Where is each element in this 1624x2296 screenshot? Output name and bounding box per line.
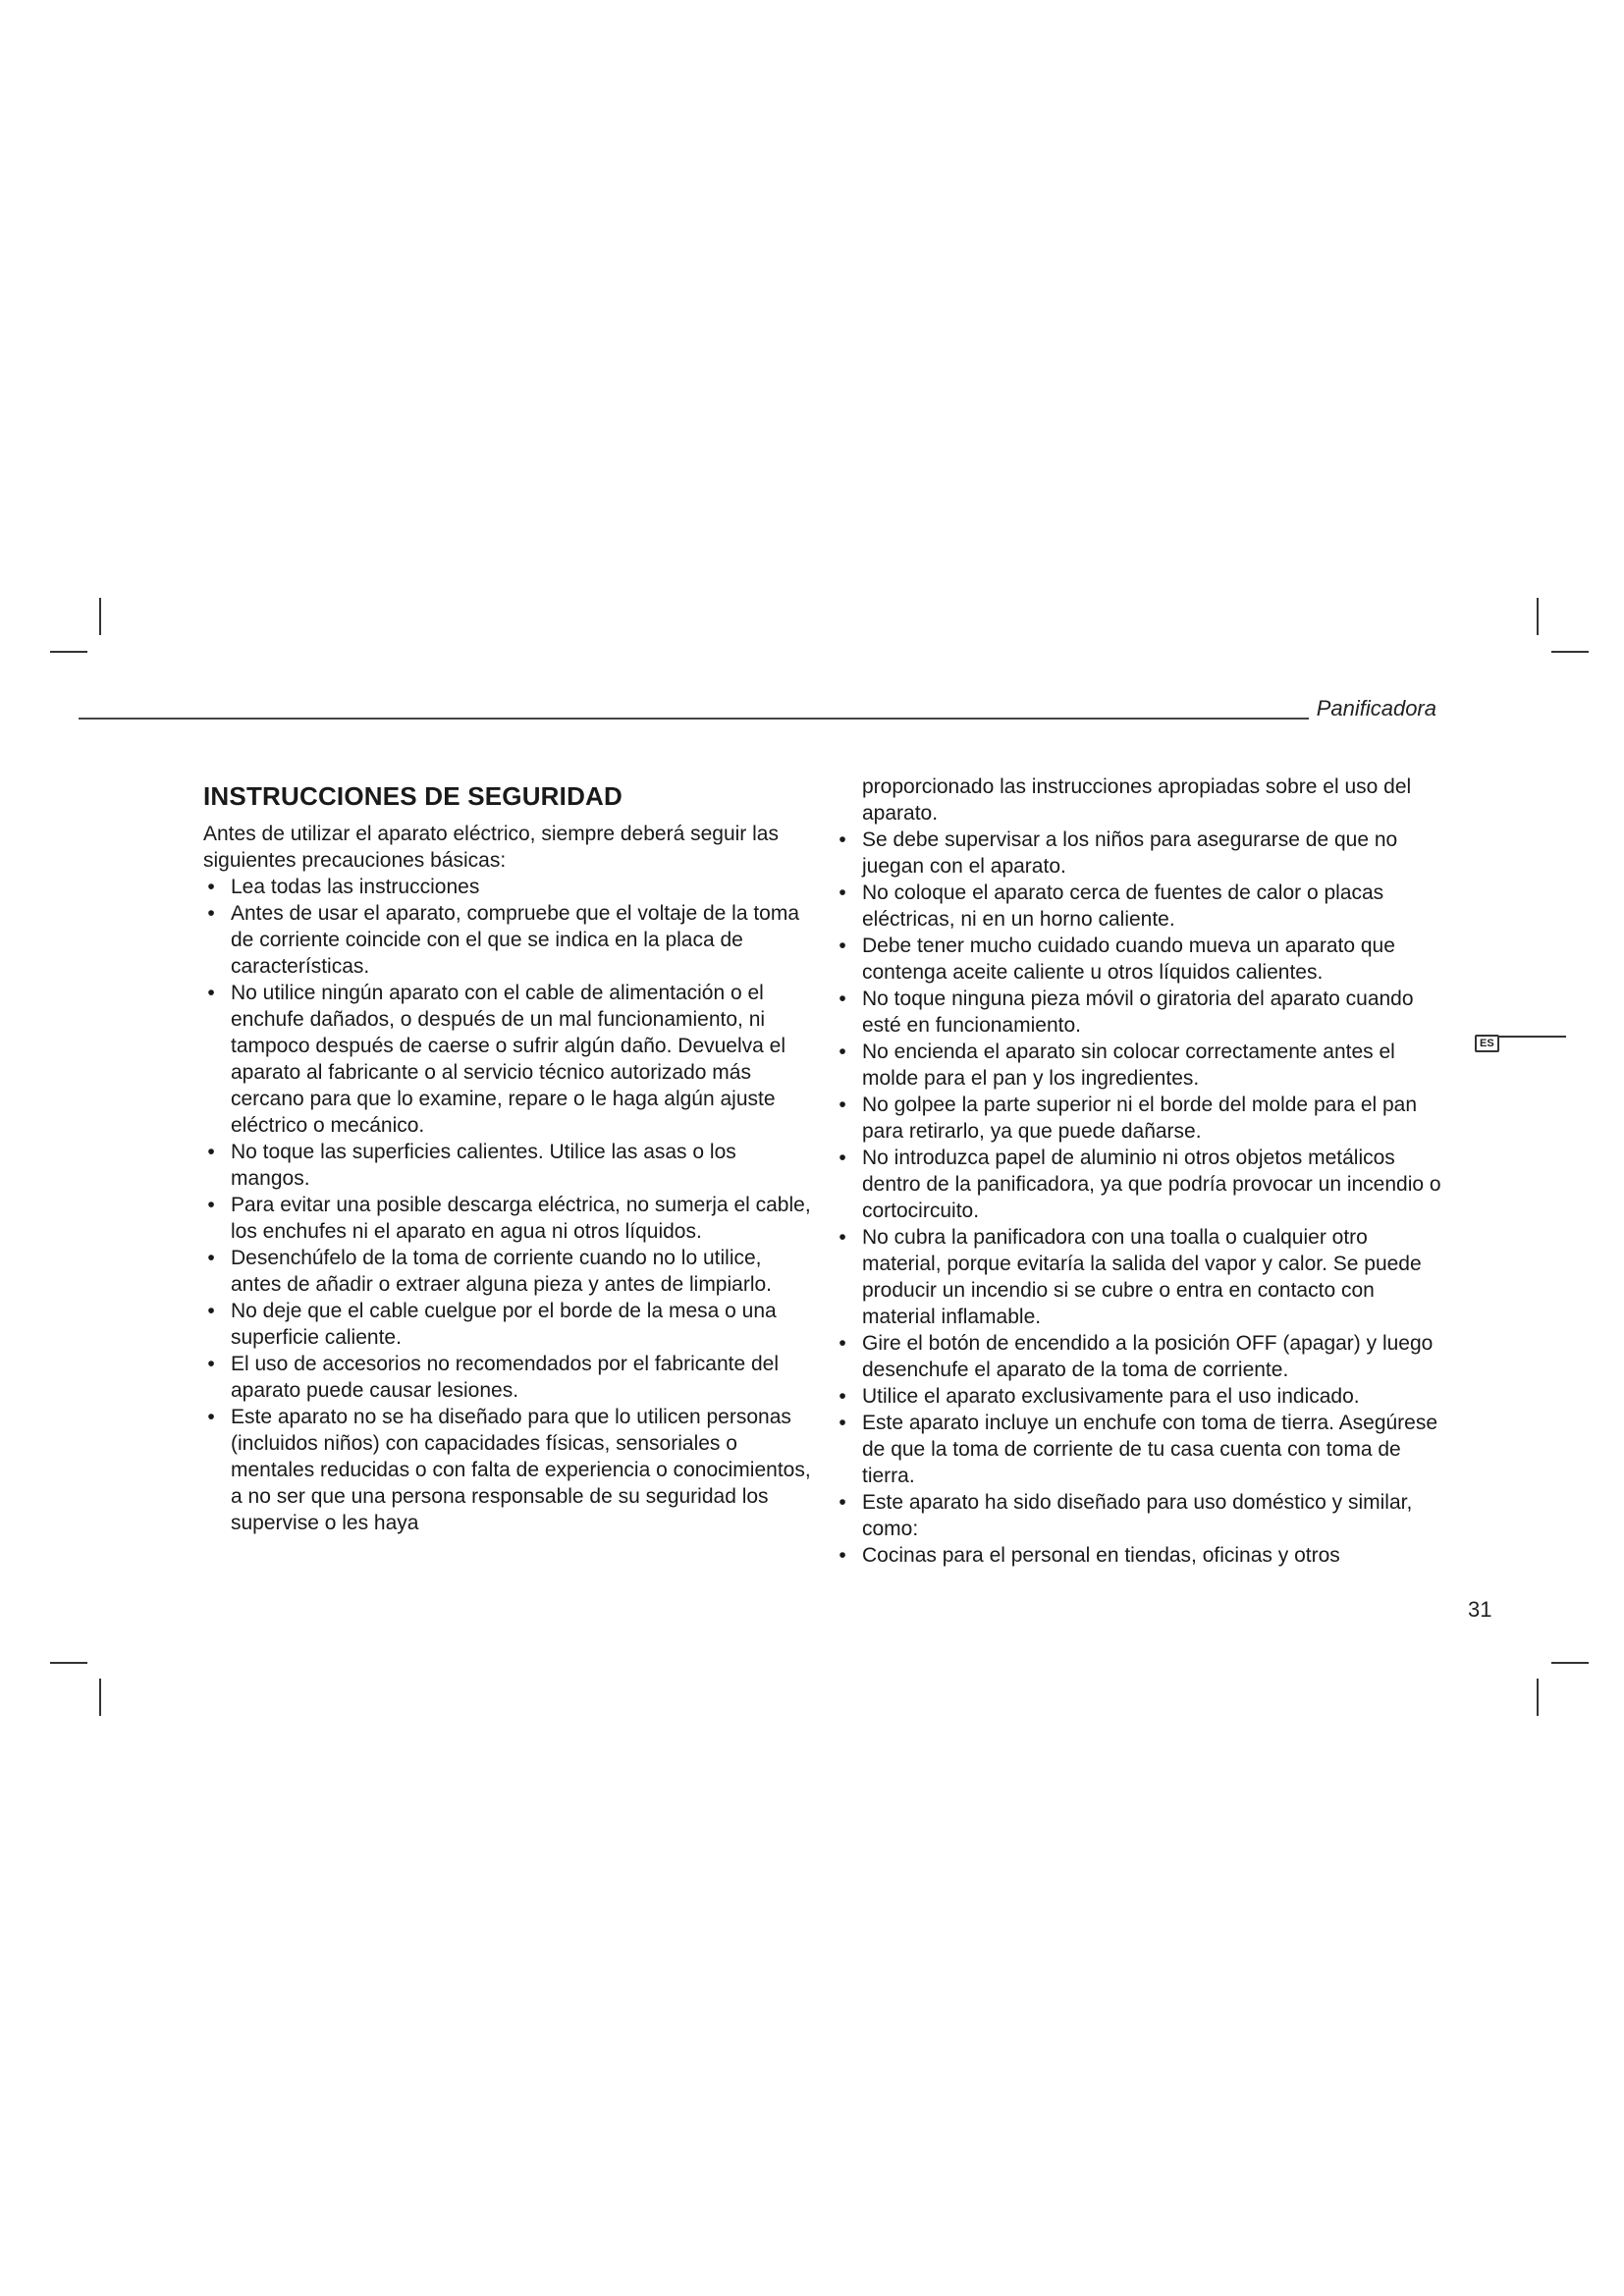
language-tab: [1475, 1035, 1566, 1052]
language-tab-line: [1499, 1036, 1566, 1038]
list-item: [203, 874, 812, 900]
list-item-text: No toque ninguna pieza móvil o giratoria del aparato cuando esté en funcionamiento.: [862, 988, 1414, 1037]
list-item: [835, 1145, 1443, 1224]
list-item-text: No utilice ningún aparato con el cable de alimentación o el enchufe dañados, o después de un mal funcionamiento, ni tampoco después de caerse o sufrir algún daño. Devuelva el aparato al fabricante o al servicio técnico autorizado más cercano para que lo examine, repare o le haga algún ajuste eléctrico o mecánico.: [231, 982, 786, 1137]
crop-mark-top-right-vertical: [1537, 598, 1539, 635]
list-item-text: Este aparato no se ha diseñado para que lo utilicen personas (incluidos niños) con capacidades físicas, sensoriales o mentales reducidas o con falta de experiencia o conocimientos, a no ser que una persona responsable de su seguridad los supervise o les haya: [231, 1406, 811, 1534]
bullet-icon: •: [207, 1300, 215, 1322]
section-title: INSTRUCCIONES DE SEGURIDAD: [203, 781, 623, 811]
left-column: [203, 775, 812, 1536]
bullet-icon: •: [207, 876, 215, 898]
list-item: [835, 827, 1443, 880]
bullet-icon: •: [839, 1226, 846, 1249]
list-item: [835, 1489, 1443, 1542]
bullet-icon: •: [839, 934, 846, 957]
list-item-text: Cocinas para el personal en tiendas, oficinas y otros: [862, 1544, 1340, 1567]
bullet-icon: •: [839, 1491, 846, 1514]
list-item: [835, 986, 1443, 1039]
list-item-text: Antes de usar el aparato, compruebe que el voltaje de la toma de corriente coincide con el que se indica en la placa de características.: [231, 902, 800, 978]
list-item-text: No introduzca papel de aluminio ni otros objetos metálicos dentro de la panificadora, ya que podría provocar un incendio o cortocircuito.: [862, 1147, 1441, 1222]
crop-mark-top-left-vertical: [99, 598, 101, 635]
bullet-icon: •: [839, 1544, 846, 1567]
bullet-icon: •: [207, 902, 215, 925]
header-rule: [79, 718, 1309, 720]
page-number: 31: [1468, 1597, 1492, 1622]
list-item: [835, 1330, 1443, 1383]
bullet-icon: •: [839, 988, 846, 1010]
list-item-text: No deje que el cable cuelgue por el borde de la mesa o una superficie caliente.: [231, 1300, 777, 1349]
list-item: [203, 1351, 812, 1404]
bullet-icon: •: [207, 1353, 215, 1375]
list-item: [203, 1298, 812, 1351]
list-item: [835, 1410, 1443, 1489]
list-item-text: Para evitar una posible descarga eléctrica, no sumerja el cable, los enchufes ni el aparato en agua ni otros líquidos.: [231, 1194, 811, 1243]
list-item-text: El uso de accesorios no recomendados por el fabricante del aparato puede causar lesiones.: [231, 1353, 779, 1402]
list-item-text: Utilice el aparato exclusivamente para el uso indicado.: [862, 1385, 1360, 1408]
list-item: [203, 1404, 812, 1536]
list-item-text: No encienda el aparato sin colocar correctamente antes el molde para el pan y los ingredientes.: [862, 1041, 1395, 1090]
continued-paragraph: proporcionado las instrucciones apropiadas sobre el uso del aparato.: [862, 775, 1412, 825]
bullet-icon: •: [207, 982, 215, 1004]
bullet-icon: •: [839, 1385, 846, 1408]
list-item-text: No golpee la parte superior ni el borde del molde para el pan para retirarlo, ya que puede dañarse.: [862, 1094, 1418, 1143]
list-item: [835, 1383, 1443, 1410]
list-item: [203, 1192, 812, 1245]
bullet-icon: •: [207, 1194, 215, 1216]
list-item: [203, 1245, 812, 1298]
bullet-icon: •: [207, 1406, 215, 1428]
list-item-text: No toque las superficies calientes. Utilice las asas o los mangos.: [231, 1141, 736, 1190]
list-item-text: No coloque el aparato cerca de fuentes de calor o placas eléctricas, ni en un horno caliente.: [862, 881, 1384, 931]
bullet-icon: •: [207, 1247, 215, 1269]
list-item: [203, 900, 812, 980]
list-item-text: Lea todas las instrucciones: [231, 876, 480, 898]
bullet-icon: •: [839, 1412, 846, 1434]
left-safety-list: [203, 874, 812, 1536]
list-item: [835, 1542, 1443, 1569]
intro-paragraph: Antes de utilizar el aparato eléctrico, siempre deberá seguir las siguientes precauciones básicas:: [203, 823, 779, 872]
crop-mark-bottom-right-vertical: [1537, 1679, 1539, 1716]
list-item: [835, 1224, 1443, 1330]
list-item-text: Este aparato incluye un enchufe con toma de tierra. Asegúrese de que la toma de corriente de tu casa cuenta con toma de tierra.: [862, 1412, 1438, 1487]
crop-mark-top-left-horizontal: [50, 651, 87, 653]
bullet-icon: •: [839, 828, 846, 851]
bullet-icon: •: [839, 1147, 846, 1169]
crop-mark-bottom-left-vertical: [99, 1679, 101, 1716]
crop-mark-bottom-right-horizontal: [1551, 1662, 1589, 1664]
crop-mark-bottom-left-horizontal: [50, 1662, 87, 1664]
list-item-text: Este aparato ha sido diseñado para uso doméstico y similar, como:: [862, 1491, 1413, 1540]
crop-mark-top-right-horizontal: [1551, 651, 1589, 653]
running-header-title: Panificadora: [1316, 696, 1436, 721]
list-item-text: Se debe supervisar a los niños para asegurarse de que no juegan con el aparato.: [862, 828, 1398, 878]
bullet-icon: •: [839, 1094, 846, 1116]
language-label: ES: [1475, 1035, 1499, 1052]
list-item-text: No cubra la panificadora con una toalla o cualquier otro material, porque evitaría la salida del vapor y calor. Se puede producir un incendio si se cubre o entra en contacto con material inflamable.: [862, 1226, 1422, 1328]
list-item: [835, 1092, 1443, 1145]
bullet-icon: •: [207, 1141, 215, 1163]
list-item-text: Debe tener mucho cuidado cuando mueva un aparato que contenga aceite caliente u otros líquidos calientes.: [862, 934, 1395, 984]
list-item: [203, 980, 812, 1139]
list-item: [203, 1139, 812, 1192]
bullet-icon: •: [839, 1332, 846, 1355]
list-item: [835, 933, 1443, 986]
right-safety-list: [835, 827, 1443, 1569]
bullet-icon: •: [839, 1041, 846, 1063]
list-item-text: Gire el botón de encendido a la posición OFF (apagar) y luego desenchufe el aparato de la toma de corriente.: [862, 1332, 1434, 1381]
list-item: [835, 880, 1443, 933]
right-column: [835, 774, 1443, 1569]
bullet-icon: •: [839, 881, 846, 904]
list-item-text: Desenchúfelo de la toma de corriente cuando no lo utilice, antes de añadir o extraer alguna pieza y antes de limpiarlo.: [231, 1247, 773, 1296]
list-item: [835, 1039, 1443, 1092]
